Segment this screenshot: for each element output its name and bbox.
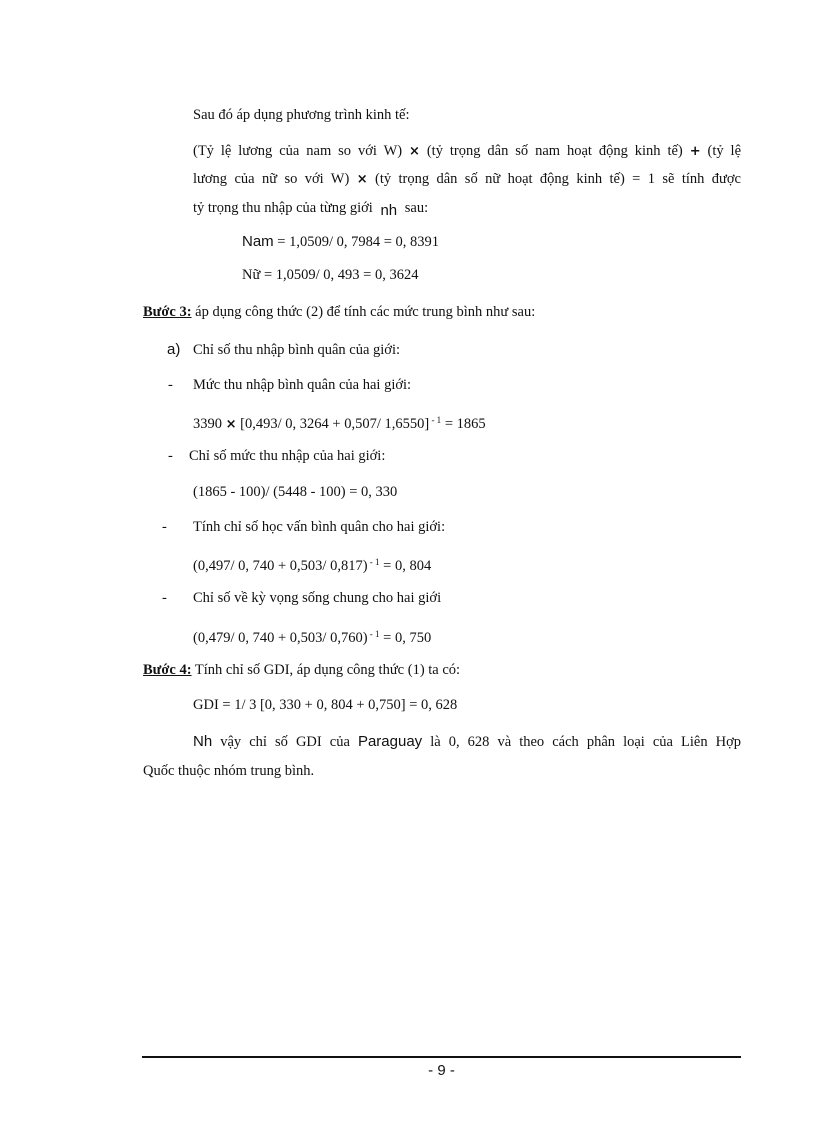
calc1-result: = 1865	[441, 416, 486, 432]
item-a-marker: a)	[167, 341, 181, 358]
step-3-label: Bước 3:	[143, 304, 192, 320]
conclusion-line-1	[193, 733, 741, 751]
male-expression: = 1,0509/ 0, 7984 = 0, 8391	[273, 234, 440, 250]
bullet-dash: -	[168, 377, 173, 393]
calc3-result: = 0, 804	[379, 558, 432, 574]
bullet-dash: -	[162, 590, 167, 606]
step-3-text: áp dụng công thức (2) để tính các mức trung bình như sau:	[191, 304, 536, 320]
bullet-2	[168, 447, 385, 465]
calc1-exponent: - 1	[429, 415, 442, 425]
eq2-female-ratio: lương của nữ so với W)	[193, 171, 350, 187]
page-number: - 9 -	[428, 1062, 455, 1079]
bullet-dash: -	[168, 448, 173, 464]
calc-education-index	[193, 553, 431, 575]
bullet-3-text: Tính chỉ số học vấn bình quân cho hai giới:	[193, 519, 446, 535]
eq1-tail: (tỷ lệ	[707, 143, 742, 159]
step-4-label: Bước 4:	[143, 662, 192, 678]
calc-life-expectancy-index	[193, 625, 431, 647]
conclusion-nh: Nh	[193, 733, 213, 750]
bullet-4-text: Chỉ số về kỳ vọng sống chung cho hai giới	[193, 590, 442, 606]
eq1-male-ratio: (Tỷ lệ lương của nam so với W)	[193, 143, 403, 159]
bullet-1-text: Mức thu nhập bình quân của hai giới:	[193, 377, 412, 393]
plus-sign: +	[689, 144, 701, 159]
gdi-formula: GDI = 1/ 3 [0, 330 + 0, 804 + 0,750] = 0, 628	[193, 697, 458, 713]
bullet-4	[162, 589, 441, 607]
calc-income-index: (1865 - 100)/ (5448 - 100) = 0, 330	[193, 484, 398, 500]
conclusion-line-2: Quốc thuộc nhóm trung bình.	[143, 763, 315, 779]
eq3-nh: nh	[380, 202, 398, 219]
multiply-sign: ×	[225, 417, 237, 432]
item-a	[167, 341, 400, 359]
male-label: Nam	[242, 233, 274, 250]
eq3-text: tỷ trọng thu nhập của từng giới	[193, 200, 373, 216]
step-4-heading	[143, 661, 460, 679]
equation-line-2	[193, 170, 741, 189]
multiply-sign: ×	[356, 172, 368, 187]
step-3-heading	[143, 303, 535, 321]
item-a-text: Chỉ số thu nhập bình quân của giới:	[193, 342, 401, 358]
footer-rule	[142, 1056, 741, 1058]
calc-average-income	[193, 411, 486, 434]
equation-line-1	[193, 142, 741, 161]
intro-line: Sau đó áp dụng phương trình kinh tế:	[193, 107, 410, 123]
bullet-2-text: Chỉ số mức thu nhập của hai giới:	[189, 448, 386, 464]
calc4-expression: (0,479/ 0, 740 + 0,503/ 0,760)	[193, 630, 368, 646]
calc4-result: = 0, 750	[379, 630, 432, 646]
calc1-bracket: [0,493/ 0, 3264 + 0,507/ 1,6550]	[240, 416, 430, 432]
multiply-sign: ×	[409, 144, 420, 159]
calc1-value: 3390	[193, 416, 222, 432]
eq3-sau: sau:	[404, 200, 429, 216]
calc3-exponent: - 1	[367, 557, 380, 567]
female-income-share: Nữ = 1,0509/ 0, 493 = 0, 3624	[242, 267, 419, 283]
country-name: Paraguay	[357, 733, 423, 750]
eq2-female-share: (tỷ trọng dân số nữ hoạt động kinh tế) = 1 sẽ tính được	[375, 171, 741, 187]
eq1-male-share: (tỷ trọng dân số nam hoạt động kinh tế)	[426, 143, 683, 159]
conclusion-text-b: là 0, 628 và theo cách phân loại của Liên Hợp	[430, 734, 742, 750]
equation-line-3	[193, 199, 428, 217]
bullet-1	[168, 376, 411, 394]
calc4-exponent: - 1	[367, 629, 380, 639]
male-income-share	[242, 233, 439, 251]
bullet-3	[162, 518, 445, 536]
calc3-expression: (0,497/ 0, 740 + 0,503/ 0,817)	[193, 558, 368, 574]
conclusion-text-a: vậy chỉ số GDI của	[220, 734, 350, 750]
bullet-dash: -	[162, 519, 167, 535]
step-4-text: Tính chỉ số GDI, áp dụng công thức (1) ta có:	[191, 662, 461, 678]
